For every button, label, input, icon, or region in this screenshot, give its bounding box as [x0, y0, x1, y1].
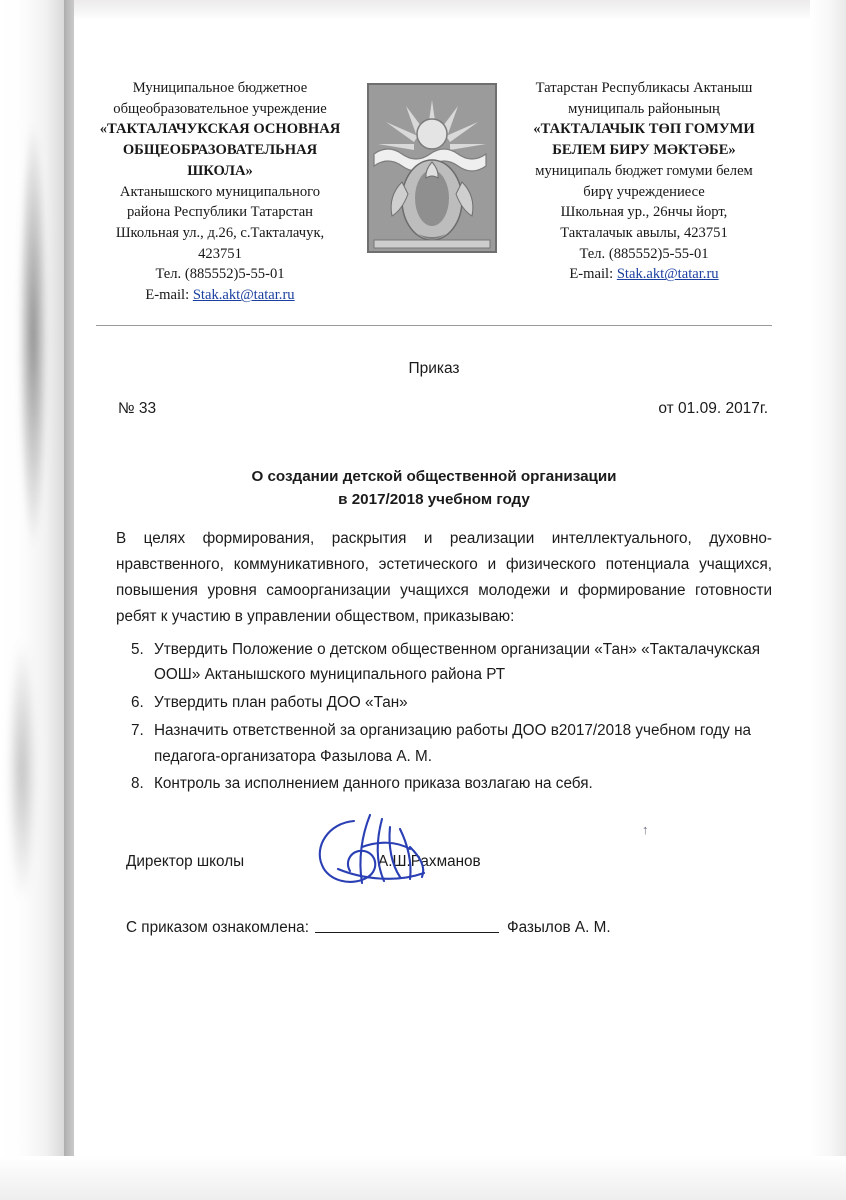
letterhead-ru-line-6: Актанышского муниципального: [119, 183, 321, 200]
letterhead-tt-line-4: БЕЛЕМ БИРУ МӘКТӘБЕ»: [552, 142, 736, 159]
letterhead-divider: [96, 325, 772, 326]
letterhead-tt-line-9: Тел. (885552)5-55-01: [579, 245, 709, 262]
order-meta-row: [96, 400, 772, 418]
order-number: № 33: [118, 400, 157, 417]
signature-role-row: [126, 853, 772, 871]
letterhead-tt-email-label: E-mail:: [569, 266, 617, 283]
letterhead-ru-line-8: Школьная ул., д.26, с.Такталачук,: [115, 225, 325, 242]
signatory-role: Директор школы: [126, 852, 245, 870]
signature-block: [96, 853, 772, 937]
letterhead-ru-line-2: общеобразовательное учреждение: [113, 100, 327, 117]
letterhead-ru-line-1: Муниципальное бюджетное: [132, 80, 308, 96]
letterhead-ru-email-label: E-mail:: [145, 287, 193, 304]
letterhead-tatar-column: [520, 78, 768, 285]
signatory-name: А.Ш.Рахманов: [378, 852, 481, 870]
acknowledgement-row: [126, 919, 772, 937]
coat-of-arms-emblem-icon: [366, 82, 498, 254]
letterhead-ru-email: [96, 285, 344, 306]
order-body: [96, 360, 772, 937]
order-preamble: В целях формирования, раскрытия и реализации интеллектуального, духовно-нравственного, коммуникативного, эстетического и физического потенциала учащихся, повышения уровня самоорганизации учащихся молодежи и формирование готовности ребят к участию в управлении обществом, приказываю:: [116, 529, 772, 626]
letterhead-ru-line-3: «ТАКТАЛАЧУКСКАЯ ОСНОВНАЯ: [99, 121, 341, 138]
letterhead-ru-email-link[interactable]: Stak.akt@tatar.ru: [192, 287, 295, 304]
order-item: 5. Утвердить Положение о детском общественном организации «Тан» «Такталачукская ООШ» Актанышского муниципального района РТ: [148, 637, 772, 688]
acknowledgement-name: Фазылов А. М.: [506, 918, 611, 936]
order-date: от 01.09. 2017г.: [658, 400, 768, 417]
letterhead-tt-email: [520, 264, 768, 285]
acknowledgement-label: С приказом ознакомлена:: [126, 918, 309, 936]
document-heading: Приказ: [408, 360, 460, 377]
order-subject-line-1: О создании детской общественной организации: [251, 468, 617, 485]
letterhead-tt-email-link[interactable]: Stak.akt@tatar.ru: [616, 266, 719, 283]
order-items-list: [96, 637, 772, 797]
letterhead-ru-line-10: Тел. (885552)5-55-01: [155, 266, 285, 283]
letterhead-tt-line-5: муниципаль бюджет гомуми белем: [535, 162, 753, 179]
letterhead-ru-line-5: ШКОЛА»: [187, 162, 253, 179]
order-subject: [96, 466, 772, 512]
order-item: 8. Контроль за исполнением данного приказа возлагаю на себя.: [148, 771, 772, 797]
order-item: 7. Назначить ответственной за организацию работы ДОО в2017/2018 учебном году на педагога-организатора Фазылова А. М.: [148, 718, 772, 769]
letterhead-ru-line-7: района Республики Татарстан: [127, 204, 313, 221]
letterhead-tt-line-6: бирү учреждениесе: [583, 183, 705, 200]
letterhead-tt-line-7: Школьная ур., 26нчы йорт,: [560, 204, 728, 221]
letterhead-ru-line-4: ОБЩЕОБРАЗОВАТЕЛЬНАЯ: [122, 142, 318, 159]
order-subject-line-2: в 2017/2018 учебном году: [338, 490, 530, 508]
letterhead-tt-line-1: Татарстан Республикасы Актаныш: [535, 80, 753, 96]
margin-pen-mark: ↑: [642, 822, 649, 837]
letterhead-ru-line-9: 423751: [198, 245, 242, 262]
acknowledgement-signature-line: [315, 931, 499, 933]
letterhead-tt-line-3: «ТАКТАЛАЧЫК ТӨП ГОМУМИ: [533, 121, 755, 138]
letterhead-tt-line-2: муниципаль районының: [568, 100, 720, 117]
letterhead: [96, 78, 768, 306]
order-item: 6. Утвердить план работы ДОО «Тан»: [148, 690, 772, 716]
letterhead-russian-column: [96, 78, 344, 306]
letterhead-tt-line-8: Такталачык авылы, 423751: [560, 225, 728, 242]
